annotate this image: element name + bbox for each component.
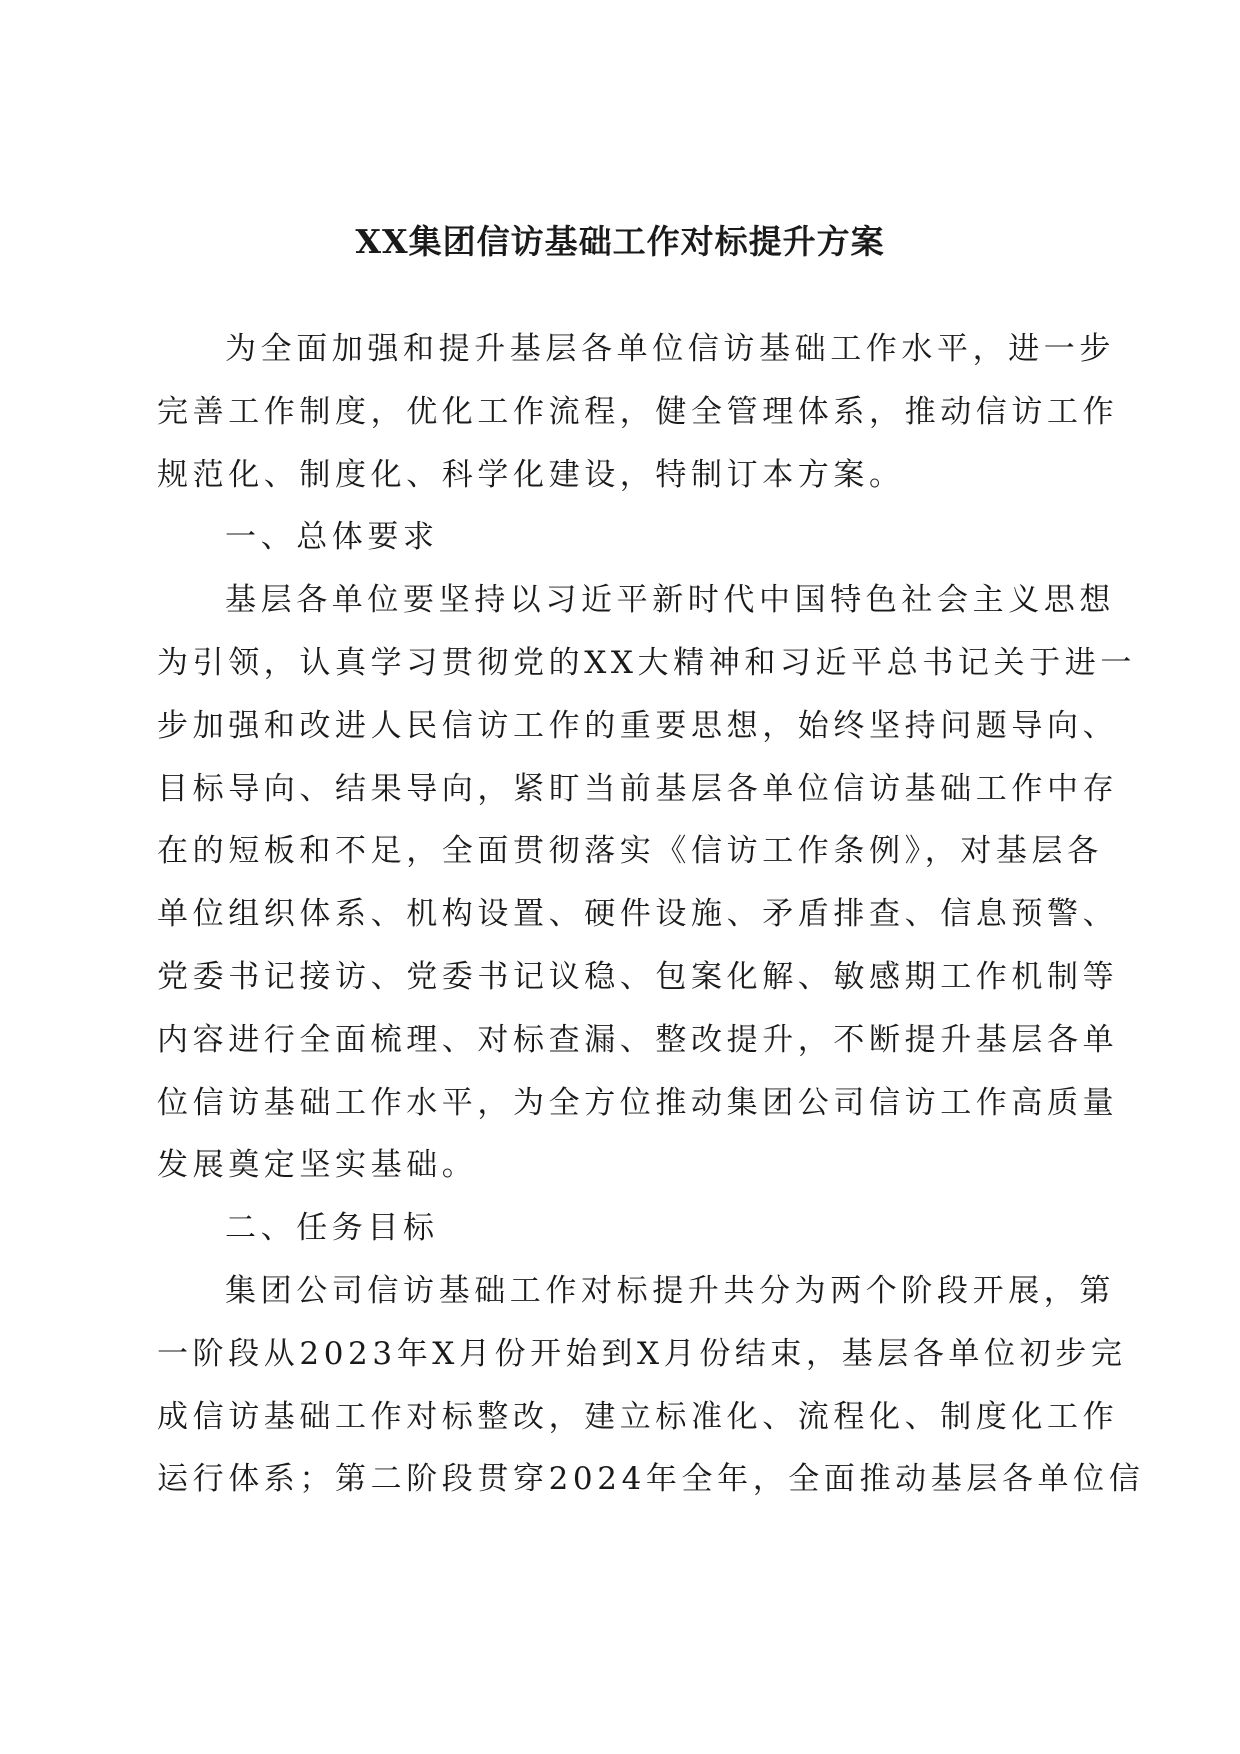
paragraph-line: 规范化、制度化、科学化建设，特制订本方案。: [157, 456, 905, 493]
document-title: XX集团信访基础工作对标提升方案: [355, 222, 885, 261]
paragraph-line: 为引领，认真学习贯彻党的XX大精神和习近平总书记关于进一: [157, 644, 1136, 681]
paragraph-line: 基层各单位要坚持以习近平新时代中国特色社会主义思想: [225, 582, 1115, 619]
paragraph-line: 党委书记接访、党委书记议稳、包案化解、敏感期工作机制等: [157, 958, 1119, 995]
paragraph-line: 位信访基础工作水平，为全方位推动集团公司信访工作高质量: [157, 1084, 1119, 1121]
paragraph-line: 目标导向、结果导向，紧盯当前基层各单位信访基础工作中存: [157, 770, 1119, 807]
paragraph-line: 内容进行全面梳理、对标查漏、整改提升，不断提升基层各单: [157, 1021, 1119, 1058]
paragraph-line: 步加强和改进人民信访工作的重要思想，始终坚持问题导向、: [157, 707, 1119, 744]
section-heading-task-goals: 二、任务目标: [225, 1210, 439, 1247]
paragraph-line: 单位组织体系、机构设置、硬件设施、矛盾排查、信息预警、: [157, 896, 1119, 933]
paragraph-line: 集团公司信访基础工作对标提升共分为两个阶段开展，第: [225, 1272, 1115, 1309]
paragraph-line: 完善工作制度，优化工作流程，健全管理体系，推动信访工作: [157, 393, 1119, 430]
paragraph-line: 在的短板和不足，全面贯彻落实《信访工作条例》，对基层各: [157, 833, 1103, 870]
paragraph-line: 成信访基础工作对标整改，建立标准化、流程化、制度化工作: [157, 1398, 1119, 1435]
paragraph-line: 运行体系；第二阶段贯穿2024年全年，全面推动基层各单位信: [157, 1461, 1145, 1498]
paragraph-line: 一阶段从2023年X月份开始到X月份结束，基层各单位初步完: [157, 1335, 1127, 1372]
section-heading-general-requirements: 一、总体要求: [225, 519, 439, 556]
paragraph-line: 发展奠定坚实基础。: [157, 1147, 478, 1184]
document-body: [157, 318, 1145, 1511]
paragraph-line: 为全面加强和提升基层各单位信访基础工作水平，进一步: [225, 331, 1115, 367]
